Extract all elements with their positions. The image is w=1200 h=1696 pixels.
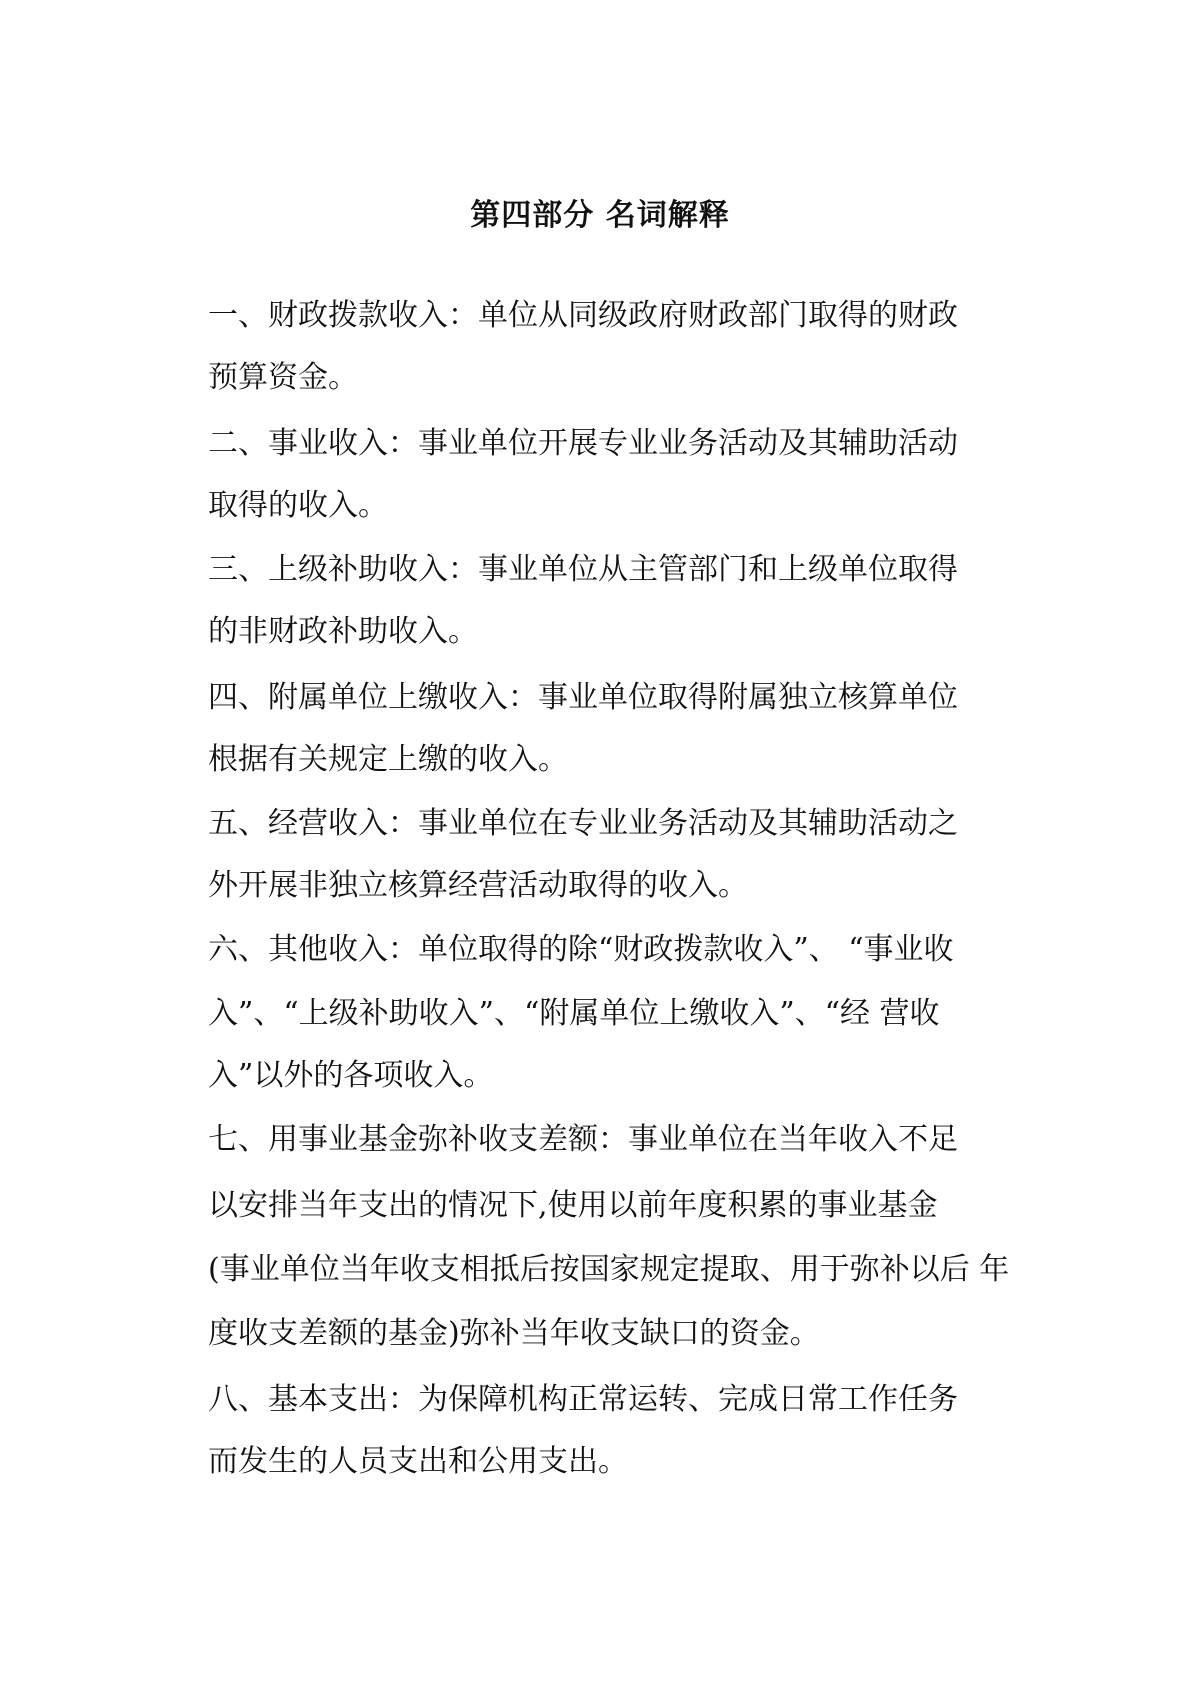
term-6-line-2: 入”、“上级补助收入”、“附属单位上缴收入”、“经 营收 <box>208 996 940 1031</box>
page-title: 第四部分 名词解释 <box>470 198 730 233</box>
term-6-line-3: 入”以外的各项收入。 <box>208 1058 494 1093</box>
term-3-line-1: 三、上级补助收入：事业单位从主管部门和上级单位取得 <box>208 552 958 587</box>
term-1-line-1: 一、财政拨款收入：单位从同级政府财政部门取得的财政 <box>208 298 958 333</box>
term-7-line-3: (事业单位当年收支相抵后按国家规定提取、用于弥补以后 年 <box>208 1252 1010 1287</box>
term-6-line-1: 六、其他收入：单位取得的除“财政拨款收入”、 “事业收 <box>208 932 954 967</box>
term-2-line-1: 二、事业收入：事业单位开展专业业务活动及其辅助活动 <box>208 426 958 461</box>
term-7-line-4: 度收支差额的基金)弥补当年收支缺口的资金。 <box>208 1316 820 1351</box>
term-1-line-2: 预算资金。 <box>208 360 358 395</box>
term-2-line-2: 取得的收入。 <box>208 488 388 523</box>
term-8-line-1: 八、基本支出：为保障机构正常运转、完成日常工作任务 <box>208 1382 958 1417</box>
term-4-line-1: 四、附属单位上缴收入：事业单位取得附属独立核算单位 <box>208 680 958 715</box>
term-4-line-2: 根据有关规定上缴的收入。 <box>208 742 568 777</box>
term-7-line-1: 七、用事业基金弥补收支差额：事业单位在当年收入不足 <box>208 1122 958 1157</box>
term-3-line-2: 的非财政补助收入。 <box>208 614 478 649</box>
term-5-line-2: 外开展非独立核算经营活动取得的收入。 <box>208 868 748 903</box>
term-7-line-2: 以安排当年支出的情况下,使用以前年度积累的事业基金 <box>208 1188 938 1223</box>
term-5-line-1: 五、经营收入：事业单位在专业业务活动及其辅助活动之 <box>208 806 958 841</box>
term-8-line-2: 而发生的人员支出和公用支出。 <box>208 1444 628 1479</box>
